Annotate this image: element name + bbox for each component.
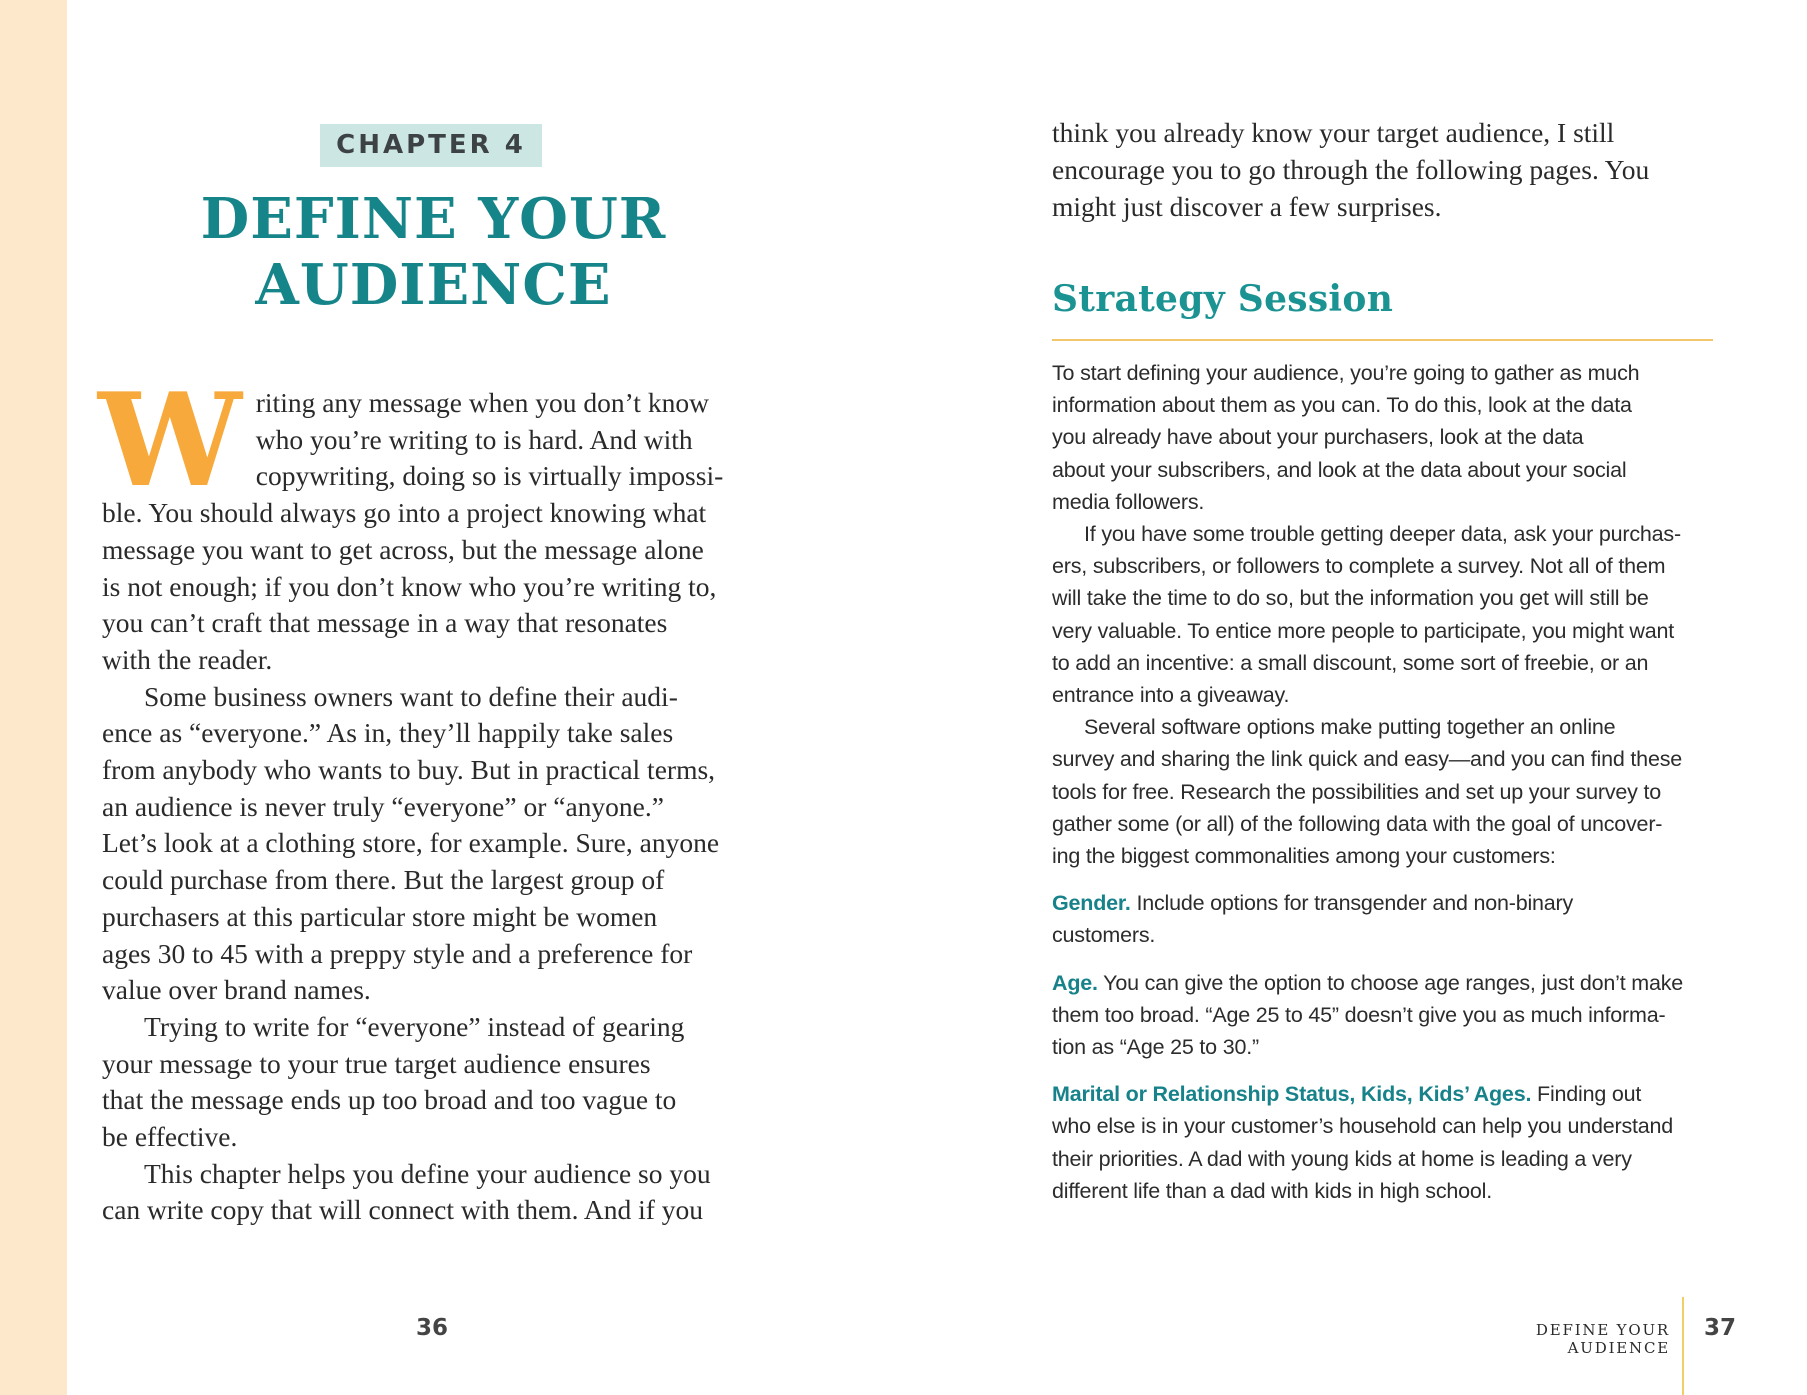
body-paragraph — [1052, 357, 1732, 518]
text-line: gather some (or all) of the following data with the goal of uncover- — [1052, 811, 1663, 836]
text-line: value over brand names. — [102, 974, 371, 1006]
text-line: with the reader. — [102, 643, 273, 675]
item-term: Age. — [1052, 970, 1098, 995]
text-line: you already have about your purchasers, look at the data — [1052, 425, 1584, 450]
text-line: Let’s look at a clothing store, for example. Sure, anyone — [102, 827, 720, 859]
text-line: might just discover a few surprises. — [1052, 191, 1442, 222]
text-line: Several software options make putting together an online — [1084, 715, 1616, 740]
text-line: This chapter helps you define your audience so you — [144, 1157, 711, 1189]
text-line: Trying to write for “everyone” instead of gearing — [144, 1010, 685, 1042]
text-line: to add an incentive: a small discount, some sort of freebie, or an — [1052, 650, 1649, 675]
text-line: you can’t craft that message in a way that resonates — [102, 607, 668, 639]
page-number-right: 37 — [1704, 1315, 1737, 1341]
text-line: To start defining your audience, you’re going to gather as much — [1052, 361, 1640, 385]
text-line: them too broad. “Age 25 to 45” doesn’t give you as much informa- — [1052, 1002, 1666, 1027]
drop-cap: W — [98, 366, 242, 516]
text-line: You can give the option to choose age ranges, just don’t make — [1097, 970, 1684, 995]
chapter-title-line-2: AUDIENCE — [255, 252, 612, 318]
text-line: who you’re writing to is hard. And with — [255, 423, 693, 455]
running-header: DEFINE YOUR AUDIENCE — [1535, 1321, 1670, 1357]
item-term: Marital or Relationship Status, Kids, Kids’ Ages. — [1052, 1082, 1532, 1107]
continued-paragraph — [1052, 114, 1732, 225]
text-line: very valuable. To entice more people to participate, you might want — [1052, 618, 1675, 643]
text-line: your message to your true target audience ensures — [102, 1047, 651, 1079]
text-line: ages 30 to 45 with a preppy style and a preference for — [102, 937, 693, 969]
left-body-text — [98, 366, 768, 1229]
section-divider — [1052, 339, 1713, 341]
page-edge-strip — [0, 0, 67, 1395]
text-line: media followers. — [1052, 489, 1205, 514]
chapter-label: CHAPTER 4 — [320, 124, 542, 167]
text-line: an audience is never truly “everyone” or “anyone.” — [102, 790, 664, 822]
intro-paragraph — [98, 366, 768, 679]
body-paragraph — [102, 1009, 768, 1156]
page-number-left: 36 — [416, 1315, 449, 1341]
text-line: message you want to get across, but the message alone — [102, 533, 704, 565]
text-line: Some business owners want to define their audi- — [144, 680, 678, 712]
text-line: ence as “everyone.” As in, they’ll happily take sales — [102, 717, 674, 749]
data-item-marital-status — [1052, 1078, 1732, 1207]
text-line: customers. — [1052, 923, 1156, 948]
text-line: purchasers at this particular store might be women — [102, 900, 658, 932]
text-line: can write copy that will connect with them. And if you — [102, 1194, 704, 1226]
text-line: entrance into a giveaway. — [1052, 683, 1290, 708]
body-paragraph — [102, 679, 768, 1009]
text-line: survey and sharing the link quick and easy—and you can find these — [1052, 747, 1683, 772]
chapter-title — [102, 186, 765, 318]
text-line: who else is in your customer’s household can help you understand — [1052, 1114, 1674, 1139]
text-line: ing the biggest commonalities among your customers: — [1052, 844, 1556, 869]
strategy-session-body — [1052, 357, 1732, 1207]
body-paragraph — [1052, 711, 1732, 872]
text-line: will take the time to do so, but the information you get will still be — [1052, 586, 1649, 611]
text-line: that the message ends up too broad and too vague to — [102, 1084, 677, 1116]
text-line: from anybody who wants to buy. But in practical terms, — [102, 754, 716, 786]
text-line: tion as “Age 25 to 30.” — [1052, 1035, 1259, 1060]
folio-divider — [1682, 1297, 1684, 1395]
data-item-gender — [1052, 887, 1732, 951]
body-paragraph — [1052, 518, 1732, 711]
chapter-title-line-1: DEFINE YOUR — [200, 186, 667, 252]
text-line: copywriting, doing so is virtually impossi- — [255, 460, 724, 492]
text-line: about your subscribers, and look at the data about your social — [1052, 457, 1627, 482]
text-line: could purchase from there. But the largest group of — [102, 864, 665, 896]
text-line: think you already know your target audience, I still — [1052, 117, 1615, 148]
text-line: encourage you to go through the following pages. You — [1052, 154, 1650, 185]
text-line: ers, subscribers, or followers to complete a survey. Not all of them — [1052, 554, 1666, 579]
body-paragraph — [102, 1156, 768, 1229]
text-line: is not enough; if you don’t know who you’re writing to, — [102, 570, 717, 602]
text-line: riting any message when you don’t know — [255, 387, 709, 418]
text-line: tools for free. Research the possibilities and set up your survey to — [1052, 779, 1662, 804]
text-line: be effective. — [102, 1121, 238, 1153]
text-line: If you have some trouble getting deeper data, ask your purchas- — [1084, 522, 1681, 547]
data-item-age — [1052, 967, 1732, 1064]
text-line: different life than a dad with kids in high school. — [1052, 1178, 1492, 1203]
text-line: information about them as you can. To do this, look at the data — [1052, 393, 1632, 418]
text-line: ble. You should always go into a project knowing what — [102, 497, 707, 529]
section-heading: Strategy Session — [1052, 278, 1394, 320]
text-line: their priorities. A dad with young kids at home is leading a very — [1052, 1146, 1632, 1171]
text-line: Include options for transgender and non-binary — [1130, 891, 1574, 916]
text-line: Finding out — [1531, 1082, 1642, 1107]
item-term: Gender. — [1052, 891, 1131, 916]
